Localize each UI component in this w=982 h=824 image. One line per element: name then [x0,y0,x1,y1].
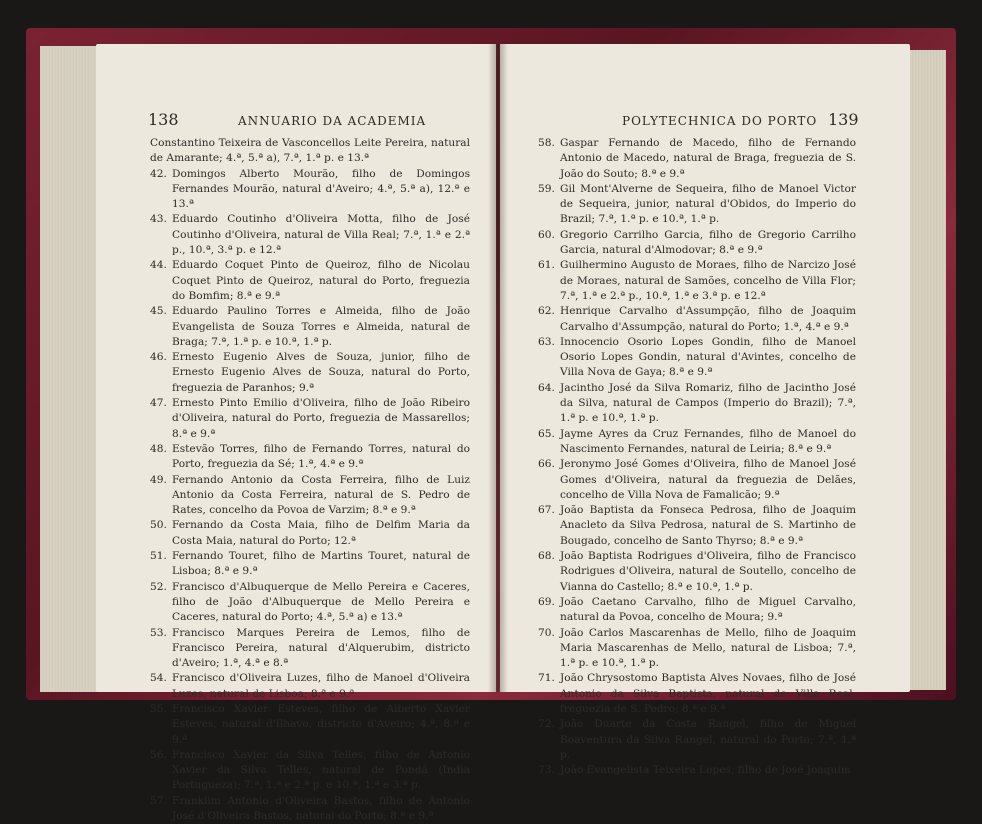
entry-text: Eduardo Paulino Torres e Almeida, filho de João Evangelista de Souza Torres e Almeida, natural de Braga; 7.ª, 1.ª p. e 10.ª, 1.ª p. [172,305,470,348]
entry-number: 58. [538,137,555,149]
entry-number: 60. [538,228,555,241]
student-entry [150,580,470,626]
entry-text: Fernando Touret, filho de Martins Touret, natural de Lisboa; 8.ª e 9.ª [172,550,470,578]
entry-number: 47. [150,397,167,410]
entry-text: Domingos Alberto Mourão, filho de Domingos Fernandes Mourão, natural d'Aveiro; 4.ª, 5.ª a), 12.ª e 13.ª [172,167,470,211]
student-entry [150,549,470,580]
entry-text: Francisco Xavier Esteves, filho de Alberto Xavier Esteves, natural d'Ilhavo, districto d'Aveiro; 4.ª, 8.ª e 9.ª [172,702,470,746]
entry-text: Gaspar Fernando de Macedo, filho de Fernando Antonio de Macedo, natural de Braga, freguezia de S. João do Souto; 8.ª e 9.ª [560,137,856,180]
entry-number: 71. [538,672,555,685]
entry-text: Innocencio Osorio Lopes Gondin, filho de Manoel Osorio Lopes Gondin, natural d'Avintes, concelho de Villa Nova de Gaya; 8.ª e 9.ª [560,335,856,379]
entry-number: 64. [538,381,555,394]
entry-text: João Chrysostomo Baptista Alves Novaes, filho de José Antonio da Silva Baptista, natural de Villa Real, freguezia de S. Pedro; 8.ª e 9.ª [560,672,856,715]
entry-number: 49. [150,473,167,486]
running-head: POLYTECHNICA DO PORTO [622,114,818,128]
entry-text: João Duarte da Costa Rangel, filho de Miguel Boaventura da Silva Rangel, natural do Porto; 7.ª, 1.ª p. [560,718,856,761]
entry-text: Eduardo Coutinho d'Oliveira Motta, filho de José Coutinho d'Oliveira, natural de Villa Real; 7.ª, 1.ª e 2.ª p., 10.ª, 3.ª p. e 12.ª [172,213,470,257]
student-entry [150,794,470,824]
student-entry [150,442,470,473]
entry-number: 52. [150,580,167,593]
entry-number: 66. [538,458,555,471]
student-entry [150,350,470,396]
entry-number: 69. [538,595,555,608]
student-entry [538,503,856,549]
entry-number: 57. [150,794,167,807]
student-entry [150,167,470,213]
entry-number: 51. [150,550,167,563]
student-entry [538,228,856,259]
entry-text: Jeronymo José Gomes d'Oliveira, filho de Manoel José Gomes d'Oliveira, natural da freguezia de Delães, concelho de Villa Nova de Famalicão; 9.ª [560,458,856,501]
entry-number: 42. [150,167,167,180]
entry-number: 59. [538,182,555,195]
entry-number: 70. [538,626,555,639]
entry-text: Guilhermino Augusto de Moraes, filho de Narcizo José de Moraes, natural de Samões, concelho de Villa Flor; 7.ª, 1.ª e 2.ª p., 10.ª, 1.ª e 3.ª p. e 12.ª [560,259,856,302]
entry-text: Francisco Marques Pereira de Lemos, filho de Francisco Pereira, natural d'Alquerubim, districto d'Aveiro; 1.ª, 4.ª e 8.ª [172,626,470,670]
running-head: ANNUARIO DA ACADEMIA [238,114,427,128]
student-entry [538,549,856,595]
entry-number: 43. [150,213,167,226]
student-entry [538,717,856,763]
entry-text: Ernesto Eugenio Alves de Souza, junior, filho de Ernesto Eugenio Alves de Souza, natural do Porto, freguezia de Paranhos; 9.ª [172,351,470,394]
entry-text: Fernando Antonio da Costa Ferreira, filho de Luiz Antonio da Costa Ferreira, natural de S. Pedro de Rates, concelho da Povoa de Varzim; 8.ª e 9.ª [172,473,470,517]
student-entry [150,212,470,258]
student-entry [538,335,856,381]
entry-number: 53. [150,626,167,639]
entry-number: 61. [538,259,555,272]
entry-text: Francisco Xavier da Silva Telles, filho de Antonio Xavier da Silva Telles, natural de Pondá (India Portugueza); 7.ª, 1.ª e 2.ª p. e 10.ª, 1.ª e 3.ª p. [172,748,470,792]
student-entry [538,457,856,503]
entry-text: Ernesto Pinto Emilio d'Oliveira, filho de João Ribeiro d'Oliveira, natural do Porto, freguezia de Massarellos; 8.ª e 9.ª [172,397,470,440]
entry-number: 55. [150,702,167,715]
page-edges-left [40,46,100,692]
entry-number: 63. [538,335,555,348]
entry-text: Eduardo Coquet Pinto de Queiroz, filho de Nicolau Coquet Pinto de Queiroz, natural do Porto, freguezia do Bomfim; 8.ª e 9.ª [172,259,470,302]
entry-number: 46. [150,351,167,364]
entry-number: 56. [150,748,167,761]
entry-text: Francisco d'Oliveira Luzes, filho de Manoel d'Oliveira Luzes, natural de Lisboa; 8.ª e 9.ª [172,672,470,700]
entry-number: 62. [538,305,555,318]
student-entry [538,258,856,304]
entry-text: Gregorio Carrilho Garcia, filho de Gregorio Carrilho Garcia, natural d'Almodovar; 8.ª e 9.ª [560,228,856,257]
entry-text: João Evangelista Teixeira Lopes, filho de José Joaquim [560,764,851,777]
entry-number: 67. [538,504,555,517]
entry-text: Henrique Carvalho d'Assumpção, filho de Joaquim Carvalho d'Assumpção, natural do Porto; 1.ª, 4.ª e 9.ª [560,305,856,333]
entry-number: 48. [150,442,167,455]
page-number: 139 [828,110,859,129]
right-page [500,44,910,777]
student-entry [538,427,856,458]
student-entry [150,258,470,304]
entry-text: Franklim Antonio d'Oliveira Bastos, filho de Antonio José d'Oliveira Bastos, natural do Porto; 8.ª e 9.ª [172,794,470,823]
student-entry [150,626,470,672]
entry-number: 45. [150,305,167,318]
entry-text: João Caetano Carvalho, filho de Miguel Carvalho, natural da Povoa, concelho de Moura; 9.ª [560,595,856,624]
entry-text: Jayme Ayres da Cruz Fernandes, filho de Manoel do Nascimento Fernandes, natural de Leiria; 8.ª e 9.ª [560,427,856,455]
student-entry [538,136,856,182]
entry-number: 73. [538,764,555,777]
entry-text: João Baptista Rodrigues d'Oliveira, filho de Francisco Rodrigues d'Oliveira, natural de Soutello, concelho de Vianna do Castello; 8.ª e 10.ª, 1.ª p. [560,550,856,593]
student-entry [150,702,470,748]
entry-number: 44. [150,259,167,272]
student-list [538,136,856,778]
entry-text: Jacintho José da Silva Romariz, filho de Jacintho José da Silva, natural de Campos (Imperio do Brazil); 7.ª, 1.ª p. e 10.ª, 1.ª p. [560,381,856,425]
student-entry [150,473,470,519]
student-list [150,167,470,824]
entry-number: 65. [538,427,555,440]
entry-text: Fernando da Costa Maia, filho de Delfim Maria da Costa Maia, natural do Porto; 12.ª [172,519,470,547]
student-entry [538,595,856,626]
entry-text: João Carlos Mascarenhas de Mello, filho de Joaquim Maria Mascarenhas de Mello, natural de Lisboa; 7.ª, 1.ª p. e 10.ª, 1.ª p. [560,626,856,670]
entry-number: 50. [150,519,167,532]
student-entry [150,671,470,702]
student-entry [538,626,856,672]
student-entry [538,671,856,717]
left-page-text [150,136,470,824]
student-entry [538,763,856,778]
continued-entry: Constantino Teixeira de Vasconcellos Leite Pereira, natural de Amarante; 4.ª, 5.ª a), 7.ª, 1.ª p. e 13.ª [150,137,470,165]
right-page-text [538,136,856,778]
entry-text: Estevão Torres, filho de Fernando Torres, natural do Porto, freguezia da Sé; 1.ª, 4.ª e 9.ª [172,442,470,471]
entry-number: 72. [538,718,555,731]
left-page [96,44,496,823]
entry-text: João Baptista da Fonseca Pedrosa, filho de Joaquim Anacleto da Silva Pedrosa, natural de S. Martinho de Bougado, concelho de Santo Thyrso; 8.ª e 9.ª [560,504,856,547]
student-entry [538,304,856,335]
student-entry [538,182,856,228]
student-entry [150,304,470,350]
entry-text: Gil Mont'Alverne de Sequeira, filho de Manoel Victor de Sequeira, junior, natural d'Obidos, do Imperio do Brazil; 7.ª, 1.ª p. e 10.ª, 1.ª p. [560,182,856,226]
entry-text: Francisco d'Albuquerque de Mello Pereira e Caceres, filho de João d'Albuquerque de Mello Pereira e Caceres, natural do Porto; 4.ª, 5.ª a) e 13.ª [172,580,470,624]
student-entry [538,381,856,427]
book-gutter [488,44,508,692]
student-entry [150,748,470,794]
entry-number: 68. [538,550,555,563]
student-entry [150,396,470,442]
page-number: 138 [148,110,179,129]
entry-number: 54. [150,672,167,685]
student-entry [150,518,470,549]
